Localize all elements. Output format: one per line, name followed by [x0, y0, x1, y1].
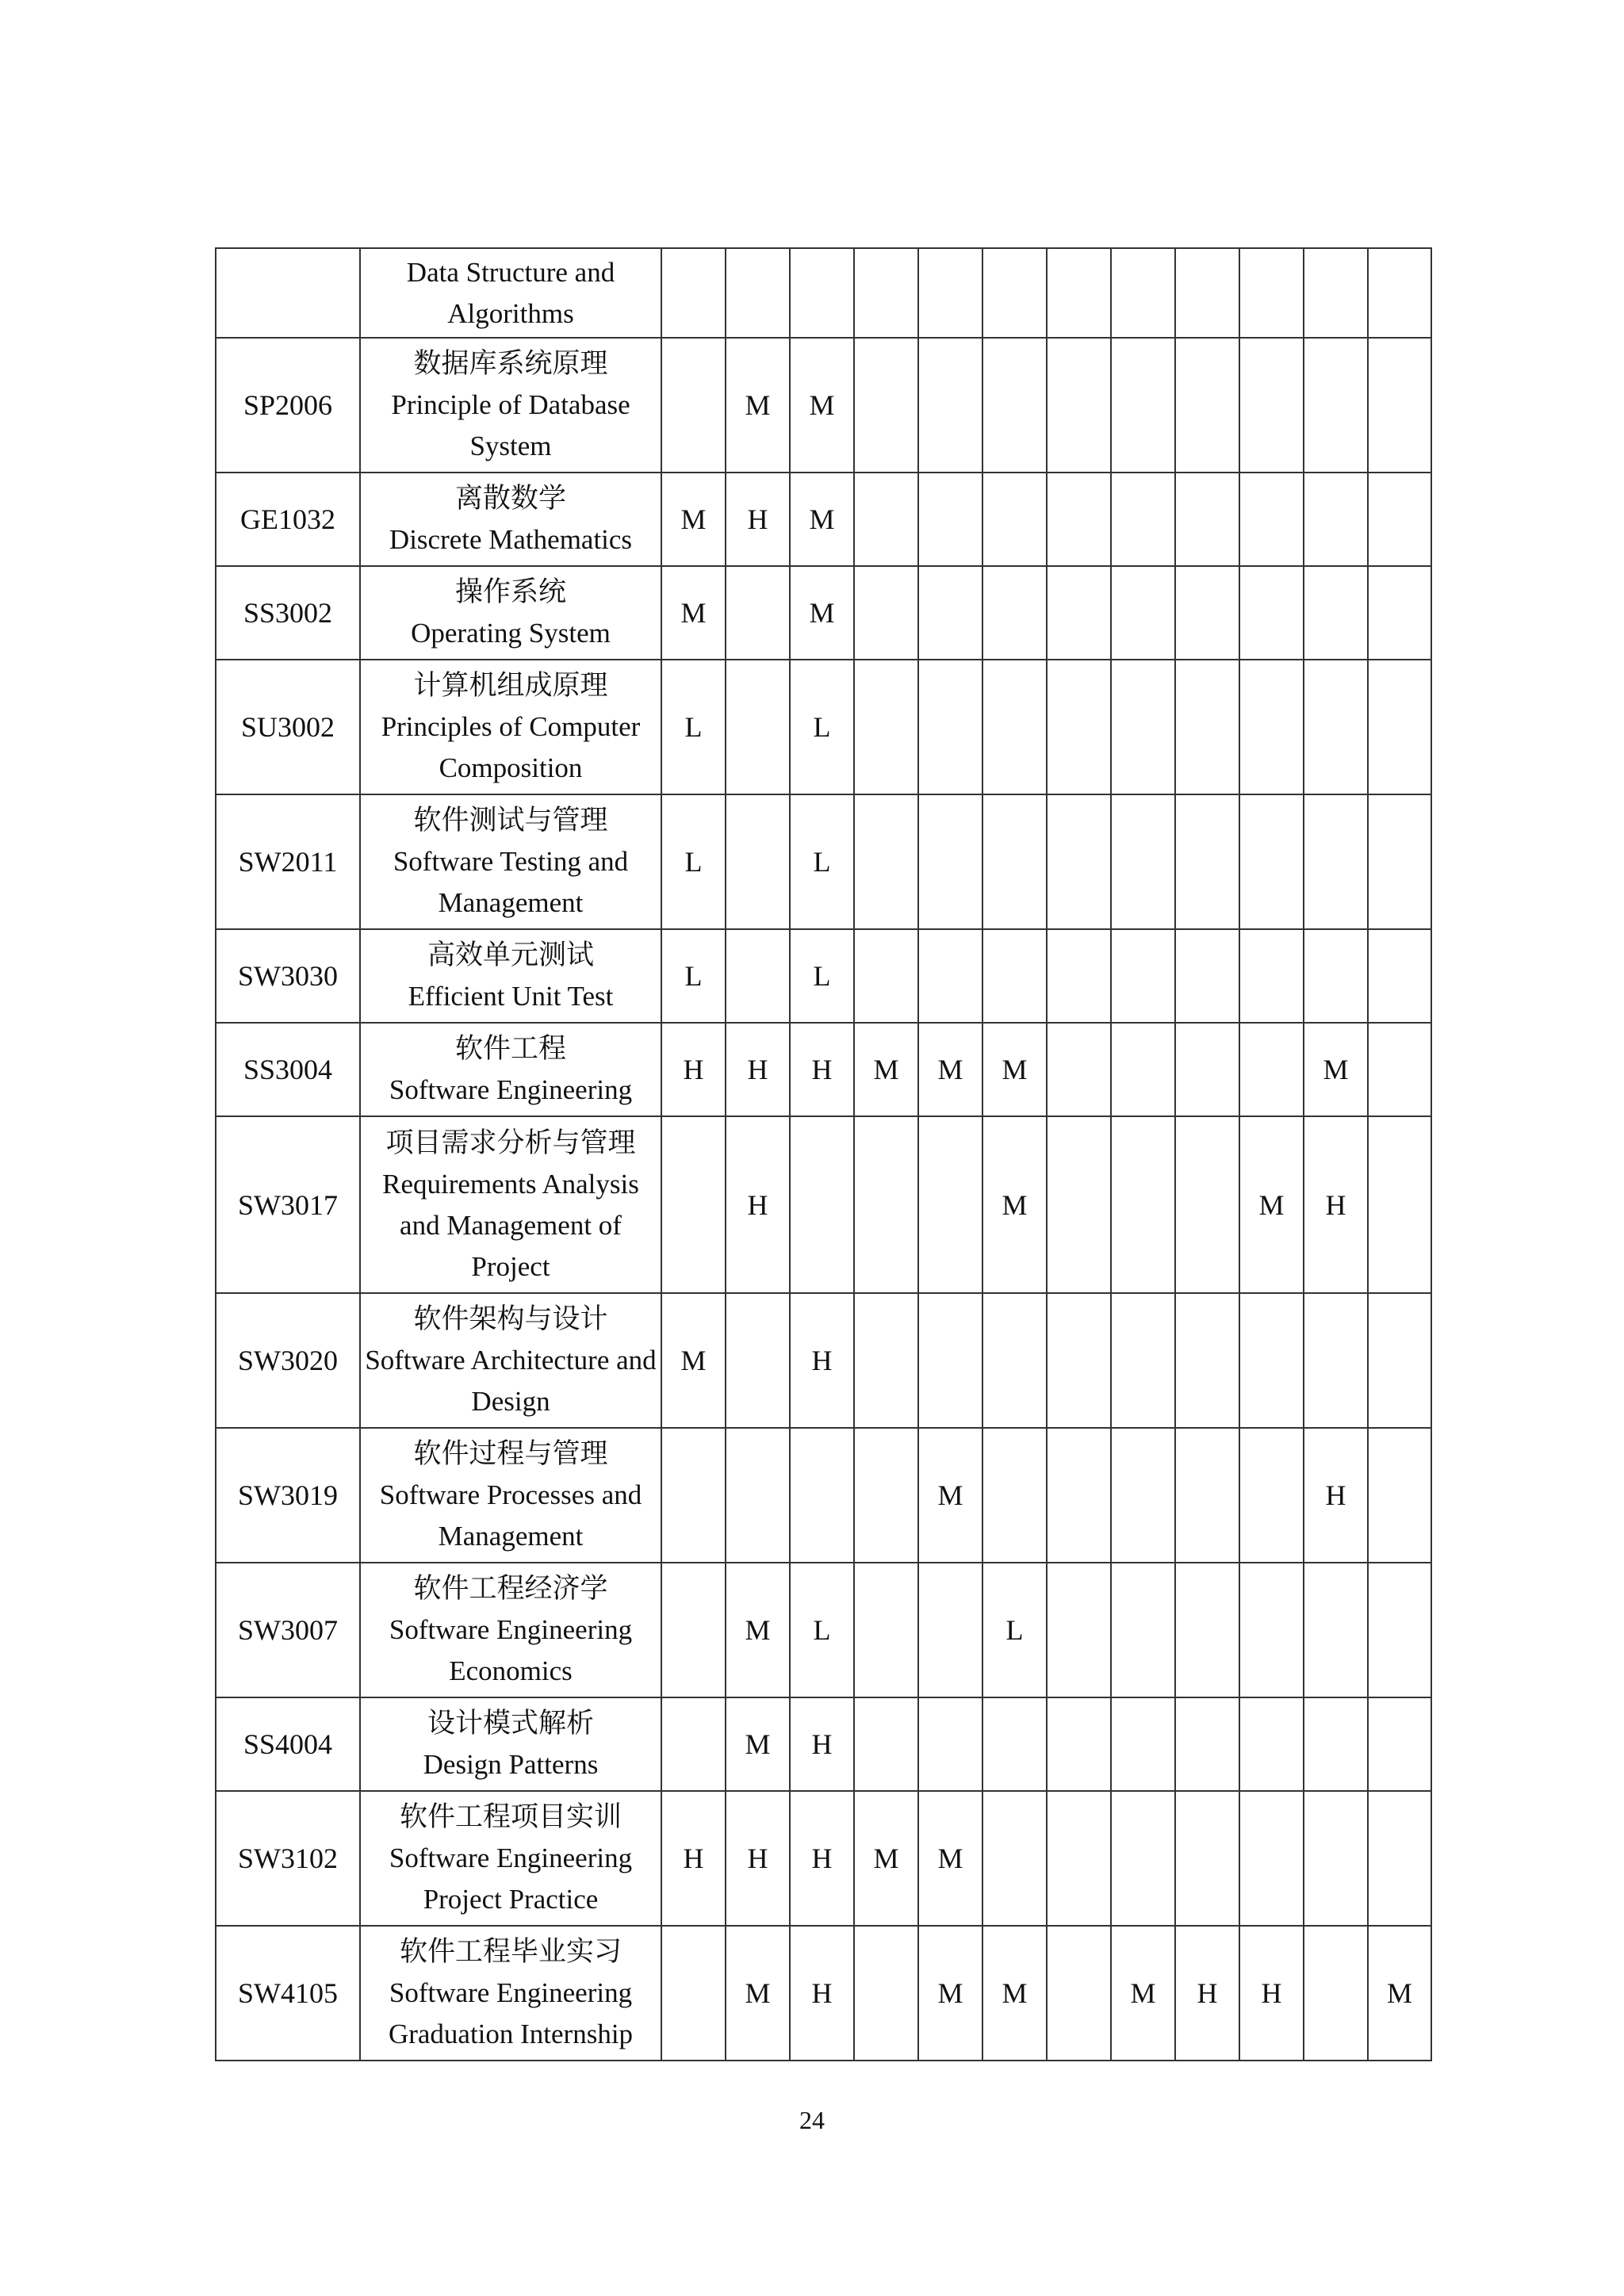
- support-level-cell: [854, 660, 918, 794]
- support-level-cell: H: [790, 1023, 854, 1116]
- support-level-cell: [1368, 566, 1431, 660]
- support-level-cell: [661, 1563, 726, 1697]
- table-row: [216, 1563, 1431, 1697]
- support-level-cell: [1047, 929, 1111, 1023]
- support-level-cell: M: [1239, 1116, 1304, 1293]
- support-level-cell: [1111, 248, 1175, 338]
- support-level-cell: [1239, 1697, 1304, 1791]
- support-level-cell: [726, 1293, 790, 1428]
- support-level-cell: [1111, 1428, 1175, 1563]
- table-row: [216, 1926, 1431, 2061]
- support-level-cell: [1047, 1023, 1111, 1116]
- course-name: [360, 1697, 661, 1791]
- support-level-cell: [982, 929, 1047, 1023]
- support-level-cell: [1239, 1791, 1304, 1926]
- support-level-cell: [1047, 1697, 1111, 1791]
- course-name-zh: 高效单元测试: [427, 939, 594, 970]
- course-name: [360, 248, 661, 338]
- support-level-cell: [1111, 1116, 1175, 1293]
- support-level-cell: [726, 660, 790, 794]
- course-name: [360, 473, 661, 566]
- course-name-en: Requirements Analysis and Management of Project: [382, 1168, 639, 1282]
- support-level-cell: H: [726, 1023, 790, 1116]
- course-name: [360, 929, 661, 1023]
- support-level-cell: M: [661, 566, 726, 660]
- course-name: [360, 1926, 661, 2061]
- support-level-cell: [918, 566, 982, 660]
- support-level-cell: [1175, 1023, 1239, 1116]
- table-row: [216, 1116, 1431, 1293]
- support-level-cell: [1239, 1563, 1304, 1697]
- support-level-cell: [1047, 1116, 1111, 1293]
- support-level-cell: [982, 248, 1047, 338]
- course-name: [360, 1428, 661, 1563]
- support-level-cell: [854, 1428, 918, 1563]
- support-level-cell: M: [790, 566, 854, 660]
- support-level-cell: M: [918, 1428, 982, 1563]
- support-level-cell: [854, 338, 918, 473]
- support-level-cell: [661, 1697, 726, 1791]
- table-row: [216, 1293, 1431, 1428]
- support-level-cell: [982, 338, 1047, 473]
- course-name-en: Software Engineering Project Practice: [389, 1843, 633, 1915]
- page-number: 24: [799, 2106, 825, 2134]
- support-level-cell: [918, 929, 982, 1023]
- support-level-cell: [1304, 248, 1368, 338]
- support-level-cell: [1047, 566, 1111, 660]
- table-row: [216, 473, 1431, 566]
- support-level-cell: [1368, 1428, 1431, 1563]
- support-level-cell: [1047, 473, 1111, 566]
- support-level-cell: [1175, 1563, 1239, 1697]
- support-level-cell: [1175, 566, 1239, 660]
- support-level-cell: [982, 473, 1047, 566]
- support-level-cell: [1239, 338, 1304, 473]
- support-level-cell: M: [726, 1926, 790, 2061]
- support-level-cell: [1368, 1697, 1431, 1791]
- support-level-cell: L: [790, 794, 854, 929]
- support-level-cell: [918, 1697, 982, 1791]
- course-name-en: Software Engineering: [389, 1074, 633, 1105]
- course-code: SW3020: [216, 1293, 360, 1428]
- support-level-cell: H: [726, 1116, 790, 1293]
- support-level-cell: [1111, 1563, 1175, 1697]
- course-code: SS3004: [216, 1023, 360, 1116]
- course-name-zh: 软件架构与设计: [413, 1303, 608, 1334]
- support-level-cell: [1111, 1791, 1175, 1926]
- support-level-cell: [1239, 660, 1304, 794]
- support-level-cell: H: [790, 1791, 854, 1926]
- course-name-en: Operating System: [411, 618, 611, 649]
- table-row: [216, 1023, 1431, 1116]
- course-matrix-table: [215, 247, 1432, 2061]
- table-row: [216, 794, 1431, 929]
- course-name: [360, 1293, 661, 1428]
- support-level-cell: M: [726, 1697, 790, 1791]
- support-level-cell: L: [982, 1563, 1047, 1697]
- support-level-cell: [1175, 794, 1239, 929]
- support-level-cell: [1175, 1791, 1239, 1926]
- support-level-cell: [1047, 338, 1111, 473]
- table-row: [216, 566, 1431, 660]
- table-row: [216, 929, 1431, 1023]
- course-name-zh: 软件测试与管理: [413, 805, 608, 836]
- support-level-cell: [854, 566, 918, 660]
- support-level-cell: [1239, 1293, 1304, 1428]
- support-level-cell: [982, 794, 1047, 929]
- support-level-cell: [790, 248, 854, 338]
- course-name: [360, 1791, 661, 1926]
- support-level-cell: [1304, 473, 1368, 566]
- support-level-cell: [726, 794, 790, 929]
- table-row: [216, 338, 1431, 473]
- course-code: [216, 248, 360, 338]
- course-name: [360, 794, 661, 929]
- support-level-cell: [1111, 660, 1175, 794]
- support-level-cell: [982, 1428, 1047, 1563]
- course-name-zh: 项目需求分析与管理: [385, 1127, 636, 1158]
- support-level-cell: H: [790, 1926, 854, 2061]
- support-level-cell: M: [726, 338, 790, 473]
- support-level-cell: [918, 473, 982, 566]
- support-level-cell: [790, 1428, 854, 1563]
- support-level-cell: [1304, 660, 1368, 794]
- support-level-cell: H: [1304, 1116, 1368, 1293]
- support-level-cell: [1111, 338, 1175, 473]
- support-level-cell: [1111, 1023, 1175, 1116]
- course-name-zh: 离散数学: [454, 483, 566, 514]
- support-level-cell: [1304, 1293, 1368, 1428]
- course-name-en: Discrete Mathematics: [389, 524, 633, 555]
- course-name-en: Software Engineering Economics: [389, 1614, 633, 1686]
- course-name: [360, 1023, 661, 1116]
- course-code: SP2006: [216, 338, 360, 473]
- support-level-cell: [726, 929, 790, 1023]
- support-level-cell: M: [918, 1926, 982, 2061]
- support-level-cell: [982, 1791, 1047, 1926]
- support-level-cell: [1111, 1697, 1175, 1791]
- table-row: [216, 1697, 1431, 1791]
- support-level-cell: [661, 1428, 726, 1563]
- support-level-cell: [1368, 1023, 1431, 1116]
- support-level-cell: [1175, 248, 1239, 338]
- support-level-cell: H: [790, 1293, 854, 1428]
- support-level-cell: H: [1239, 1926, 1304, 2061]
- support-level-cell: M: [854, 1023, 918, 1116]
- support-level-cell: [982, 660, 1047, 794]
- table-row: [216, 660, 1431, 794]
- support-level-cell: [1047, 660, 1111, 794]
- support-level-cell: [1304, 1563, 1368, 1697]
- support-level-cell: [918, 660, 982, 794]
- course-name-en: Principle of Database System: [391, 389, 630, 461]
- support-level-cell: [790, 1116, 854, 1293]
- support-level-cell: [854, 1116, 918, 1293]
- course-name-zh: 软件过程与管理: [413, 1438, 608, 1469]
- course-code: SW4105: [216, 1926, 360, 2061]
- table-row: [216, 248, 1431, 338]
- support-level-cell: [1304, 566, 1368, 660]
- course-code: SW2011: [216, 794, 360, 929]
- course-code: SW3019: [216, 1428, 360, 1563]
- course-name-en: Software Testing and Management: [393, 846, 629, 918]
- support-level-cell: [1175, 338, 1239, 473]
- support-level-cell: [1239, 1023, 1304, 1116]
- course-name: [360, 1116, 661, 1293]
- support-level-cell: [982, 1697, 1047, 1791]
- support-level-cell: [1304, 929, 1368, 1023]
- support-level-cell: [1047, 1791, 1111, 1926]
- support-level-cell: M: [790, 338, 854, 473]
- support-level-cell: [1304, 338, 1368, 473]
- course-code: SW3007: [216, 1563, 360, 1697]
- support-level-cell: [726, 566, 790, 660]
- support-level-cell: H: [661, 1791, 726, 1926]
- support-level-cell: [1047, 1293, 1111, 1428]
- course-name: [360, 660, 661, 794]
- support-level-cell: [1175, 660, 1239, 794]
- support-level-cell: [726, 1428, 790, 1563]
- support-level-cell: [918, 794, 982, 929]
- support-level-cell: [1111, 1293, 1175, 1428]
- support-level-cell: [1304, 1697, 1368, 1791]
- support-level-cell: [661, 248, 726, 338]
- support-level-cell: [661, 1116, 726, 1293]
- support-level-cell: [1368, 1116, 1431, 1293]
- support-level-cell: [1239, 248, 1304, 338]
- support-level-cell: [1304, 1926, 1368, 2061]
- support-level-cell: [1239, 1428, 1304, 1563]
- course-name-en: Principles of Computer Composition: [381, 711, 641, 783]
- support-level-cell: [1368, 794, 1431, 929]
- course-name-en: Software Architecture and Design: [365, 1345, 657, 1417]
- support-level-cell: [918, 338, 982, 473]
- course-code: SW3017: [216, 1116, 360, 1293]
- support-level-cell: [1368, 929, 1431, 1023]
- support-level-cell: M: [918, 1023, 982, 1116]
- support-level-cell: [661, 338, 726, 473]
- support-level-cell: [1047, 1428, 1111, 1563]
- course-name-en: Design Patterns: [423, 1749, 599, 1780]
- support-level-cell: [918, 1116, 982, 1293]
- course-name: [360, 338, 661, 473]
- course-name-zh: 软件工程毕业实习: [399, 1936, 622, 1967]
- support-level-cell: L: [661, 794, 726, 929]
- support-level-cell: [1047, 1563, 1111, 1697]
- support-level-cell: [1111, 473, 1175, 566]
- support-level-cell: H: [661, 1023, 726, 1116]
- support-level-cell: [1368, 1791, 1431, 1926]
- support-level-cell: [1111, 794, 1175, 929]
- support-level-cell: L: [790, 660, 854, 794]
- support-level-cell: [1175, 1116, 1239, 1293]
- course-name-zh: 设计模式解析: [427, 1708, 594, 1739]
- support-level-cell: [854, 929, 918, 1023]
- support-level-cell: [1047, 248, 1111, 338]
- support-level-cell: [1047, 1926, 1111, 2061]
- support-level-cell: [1304, 794, 1368, 929]
- support-level-cell: [1175, 1697, 1239, 1791]
- support-level-cell: H: [1175, 1926, 1239, 2061]
- support-level-cell: [726, 248, 790, 338]
- support-level-cell: [1111, 566, 1175, 660]
- support-level-cell: [918, 1563, 982, 1697]
- support-level-cell: [1304, 1791, 1368, 1926]
- support-level-cell: M: [982, 1023, 1047, 1116]
- support-level-cell: M: [982, 1116, 1047, 1293]
- course-name-en: Software Processes and Management: [379, 1479, 642, 1552]
- support-level-cell: H: [726, 1791, 790, 1926]
- support-level-cell: [1368, 1293, 1431, 1428]
- course-name-zh: 计算机组成原理: [413, 670, 608, 701]
- support-level-cell: [854, 1293, 918, 1428]
- support-level-cell: M: [726, 1563, 790, 1697]
- support-level-cell: M: [918, 1791, 982, 1926]
- course-code: SW3030: [216, 929, 360, 1023]
- course-name-zh: 操作系统: [454, 576, 566, 607]
- table-row: [216, 1428, 1431, 1563]
- support-level-cell: L: [661, 660, 726, 794]
- support-level-cell: [661, 1926, 726, 2061]
- course-code: GE1032: [216, 473, 360, 566]
- course-code: SS4004: [216, 1697, 360, 1791]
- support-level-cell: [1368, 660, 1431, 794]
- course-name-en: Efficient Unit Test: [408, 981, 614, 1012]
- course-name-zh: 软件工程: [454, 1033, 566, 1064]
- support-level-cell: [918, 248, 982, 338]
- support-level-cell: [1175, 1293, 1239, 1428]
- support-level-cell: [1368, 1563, 1431, 1697]
- support-level-cell: [854, 248, 918, 338]
- support-level-cell: [1368, 248, 1431, 338]
- support-level-cell: [1368, 338, 1431, 473]
- support-level-cell: M: [1368, 1926, 1431, 2061]
- support-level-cell: [1111, 929, 1175, 1023]
- support-level-cell: [1239, 473, 1304, 566]
- course-name: [360, 566, 661, 660]
- support-level-cell: [1239, 794, 1304, 929]
- support-level-cell: [1239, 566, 1304, 660]
- support-level-cell: [1175, 1428, 1239, 1563]
- support-level-cell: [982, 566, 1047, 660]
- course-code: SW3102: [216, 1791, 360, 1926]
- course-name-zh: 软件工程经济学: [413, 1573, 608, 1604]
- support-level-cell: [982, 1293, 1047, 1428]
- table-row: [216, 1791, 1431, 1926]
- support-level-cell: L: [790, 929, 854, 1023]
- course-code: SS3002: [216, 566, 360, 660]
- support-level-cell: L: [790, 1563, 854, 1697]
- support-level-cell: [854, 794, 918, 929]
- support-level-cell: M: [982, 1926, 1047, 2061]
- support-level-cell: [1175, 929, 1239, 1023]
- support-level-cell: [854, 1563, 918, 1697]
- support-level-cell: M: [661, 473, 726, 566]
- support-level-cell: [1239, 929, 1304, 1023]
- support-level-cell: M: [790, 473, 854, 566]
- support-level-cell: [1047, 794, 1111, 929]
- support-level-cell: [854, 1926, 918, 2061]
- support-level-cell: H: [726, 473, 790, 566]
- support-level-cell: M: [1304, 1023, 1368, 1116]
- support-level-cell: L: [661, 929, 726, 1023]
- support-level-cell: [1175, 473, 1239, 566]
- support-level-cell: H: [1304, 1428, 1368, 1563]
- course-name: [360, 1563, 661, 1697]
- support-level-cell: M: [661, 1293, 726, 1428]
- course-code: SU3002: [216, 660, 360, 794]
- table-body: [216, 248, 1431, 2061]
- course-name-en: Software Engineering Graduation Internship: [388, 1977, 634, 2049]
- support-level-cell: M: [1111, 1926, 1175, 2061]
- support-level-cell: [1368, 473, 1431, 566]
- course-name-zh: 软件工程项目实训: [399, 1801, 622, 1832]
- support-level-cell: [918, 1293, 982, 1428]
- support-level-cell: [854, 1697, 918, 1791]
- course-name-en: Data Structure and Algorithms: [406, 256, 615, 329]
- support-level-cell: [854, 473, 918, 566]
- course-name-zh: 数据库系统原理: [413, 348, 608, 379]
- support-level-cell: M: [854, 1791, 918, 1926]
- support-level-cell: H: [790, 1697, 854, 1791]
